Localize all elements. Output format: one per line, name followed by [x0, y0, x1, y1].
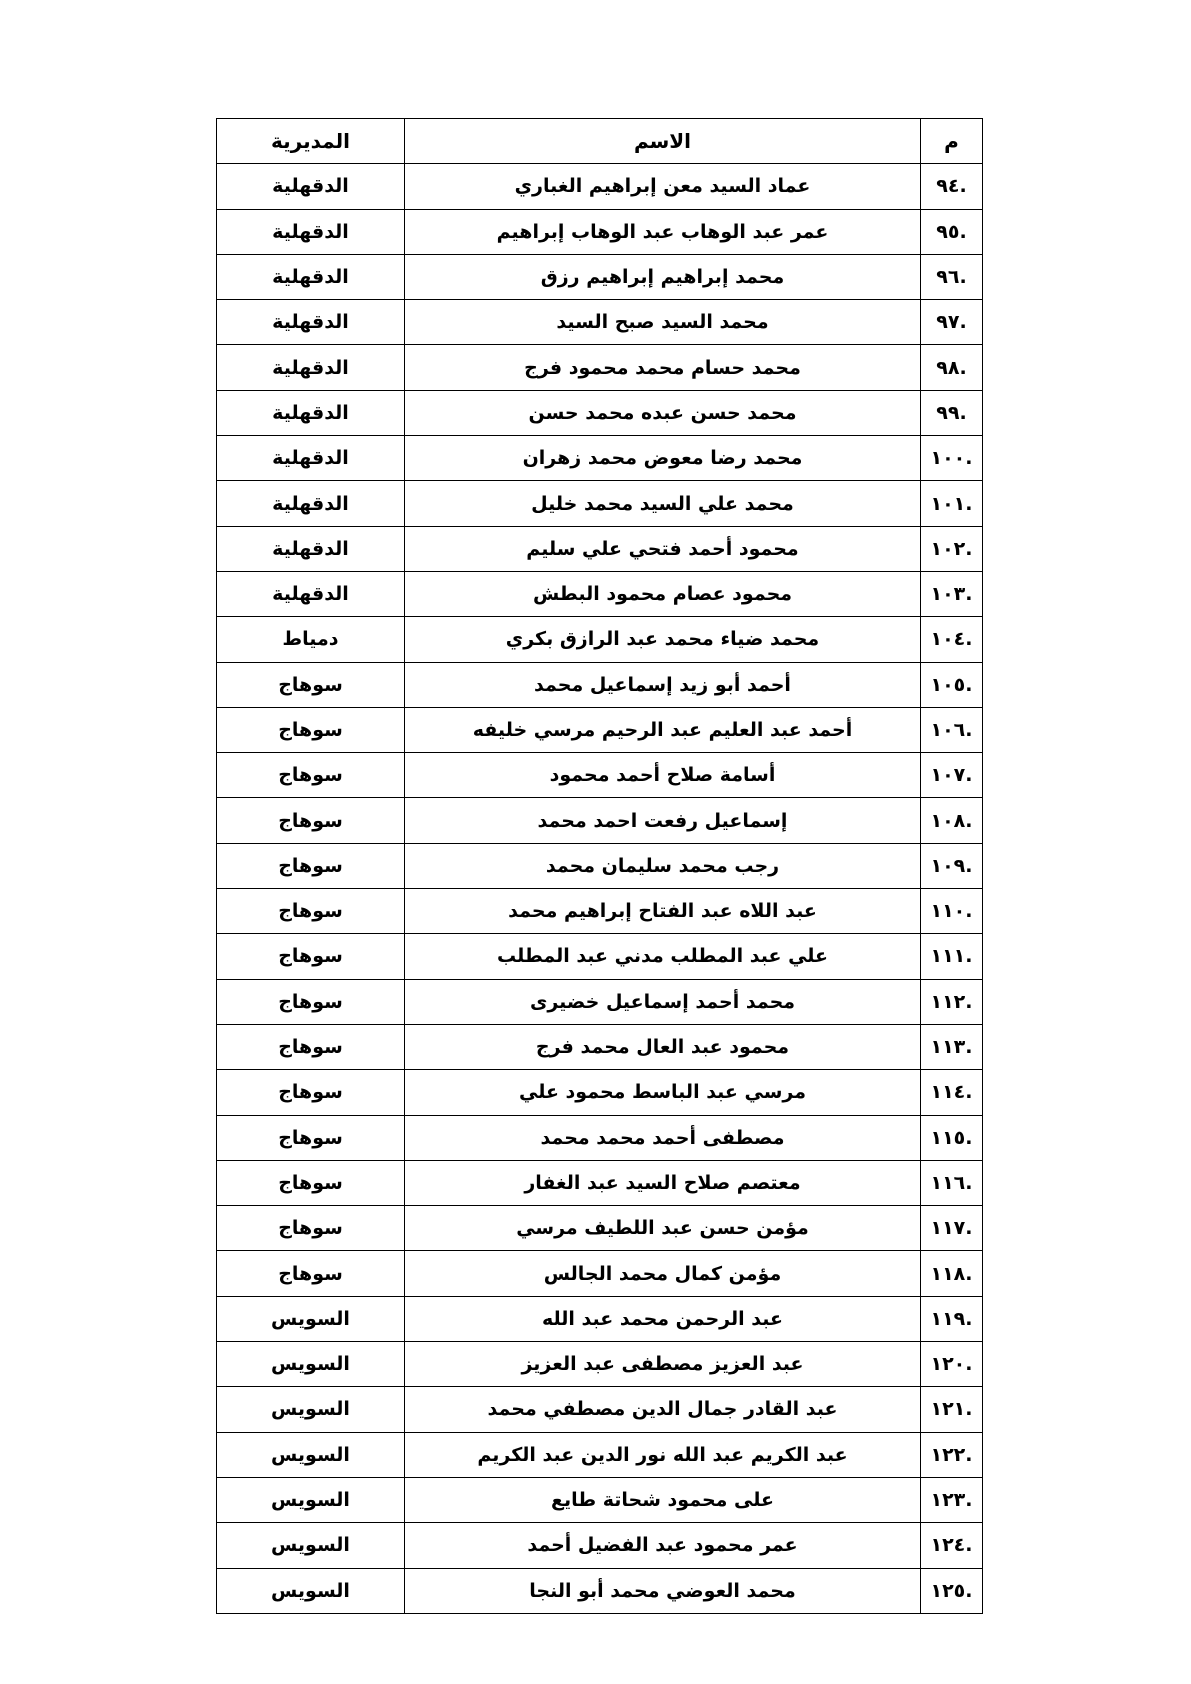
- cell-name: محمود عبد العال محمد فرج: [405, 1024, 921, 1069]
- cell-directorate: الدقهلية: [217, 345, 405, 390]
- cell-name: أسامة صلاح أحمد محمود: [405, 753, 921, 798]
- cell-number: .١١٢: [921, 979, 983, 1024]
- cell-name: محمد إبراهيم إبراهيم رزق: [405, 254, 921, 299]
- cell-number: .١٢٠: [921, 1342, 983, 1387]
- table-body: [217, 164, 983, 1614]
- cell-number: .٩٤: [921, 164, 983, 209]
- cell-directorate: السويس: [217, 1523, 405, 1568]
- cell-directorate: دمياط: [217, 617, 405, 662]
- cell-directorate: الدقهلية: [217, 481, 405, 526]
- cell-directorate: السويس: [217, 1477, 405, 1522]
- table-row: [217, 1024, 983, 1069]
- cell-directorate: سوهاج: [217, 1024, 405, 1069]
- table-row: [217, 1342, 983, 1387]
- cell-name: إسماعيل رفعت احمد محمد: [405, 798, 921, 843]
- cell-name: عبد القادر جمال الدين مصطفي محمد: [405, 1387, 921, 1432]
- cell-name: محمد السيد صبح السيد: [405, 300, 921, 345]
- cell-name: عمر محمود عبد الفضيل أحمد: [405, 1523, 921, 1568]
- cell-name: محمد رضا معوض محمد زهران: [405, 436, 921, 481]
- cell-directorate: سوهاج: [217, 1206, 405, 1251]
- cell-name: على محمود شحاتة طايع: [405, 1477, 921, 1522]
- cell-number: .١٠٠: [921, 436, 983, 481]
- cell-directorate: الدقهلية: [217, 390, 405, 435]
- cell-number: .١١٧: [921, 1206, 983, 1251]
- cell-directorate: سوهاج: [217, 934, 405, 979]
- cell-directorate: سوهاج: [217, 753, 405, 798]
- cell-name: عبد الرحمن محمد عبد الله: [405, 1296, 921, 1341]
- table-row: [217, 753, 983, 798]
- cell-directorate: السويس: [217, 1387, 405, 1432]
- cell-number: .١١١: [921, 934, 983, 979]
- cell-number: .١٢٢: [921, 1432, 983, 1477]
- cell-name: عمر عبد الوهاب عبد الوهاب إبراهيم: [405, 209, 921, 254]
- cell-name: علي عبد المطلب مدني عبد المطلب: [405, 934, 921, 979]
- cell-directorate: الدقهلية: [217, 209, 405, 254]
- cell-number: .١١٦: [921, 1160, 983, 1205]
- cell-directorate: الدقهلية: [217, 436, 405, 481]
- cell-number: .١٢٤: [921, 1523, 983, 1568]
- cell-directorate: سوهاج: [217, 843, 405, 888]
- cell-directorate: الدقهلية: [217, 254, 405, 299]
- table-row: [217, 1477, 983, 1522]
- table-row: [217, 390, 983, 435]
- cell-directorate: سوهاج: [217, 1251, 405, 1296]
- header-number: م: [921, 119, 983, 164]
- cell-name: محمود عصام محمود البطش: [405, 571, 921, 616]
- cell-name: مصطفى أحمد محمد محمد: [405, 1115, 921, 1160]
- cell-directorate: سوهاج: [217, 707, 405, 752]
- cell-directorate: الدقهلية: [217, 300, 405, 345]
- cell-number: .٩٥: [921, 209, 983, 254]
- cell-number: .١٠٩: [921, 843, 983, 888]
- table-row: [217, 254, 983, 299]
- cell-number: .١١٣: [921, 1024, 983, 1069]
- table-row: [217, 1387, 983, 1432]
- cell-directorate: سوهاج: [217, 662, 405, 707]
- table-row: [217, 300, 983, 345]
- cell-name: معتصم صلاح السيد عبد الغفار: [405, 1160, 921, 1205]
- header-name: الاسم: [405, 119, 921, 164]
- table-row: [217, 1160, 983, 1205]
- cell-number: .٩٨: [921, 345, 983, 390]
- cell-name: أحمد أبو زيد إسماعيل محمد: [405, 662, 921, 707]
- table-row: [217, 979, 983, 1024]
- cell-number: .١٢٥: [921, 1568, 983, 1613]
- table-row: [217, 617, 983, 662]
- table-row: [217, 1206, 983, 1251]
- cell-number: .٩٦: [921, 254, 983, 299]
- cell-number: .١١٩: [921, 1296, 983, 1341]
- header-directorate: المديرية: [217, 119, 405, 164]
- cell-name: محمد حسام محمد محمود فرج: [405, 345, 921, 390]
- roster-table: [216, 118, 983, 1614]
- table-row: [217, 526, 983, 571]
- cell-number: .١٠٨: [921, 798, 983, 843]
- table-row: [217, 436, 983, 481]
- cell-number: .١٠٤: [921, 617, 983, 662]
- cell-number: .٩٩: [921, 390, 983, 435]
- cell-name: أحمد عبد العليم عبد الرحيم مرسي خليفه: [405, 707, 921, 752]
- cell-number: .١٠٢: [921, 526, 983, 571]
- cell-name: محمد العوضي محمد أبو النجا: [405, 1568, 921, 1613]
- cell-number: .١٠٥: [921, 662, 983, 707]
- cell-number: .١١٤: [921, 1070, 983, 1115]
- cell-number: .١٢٣: [921, 1477, 983, 1522]
- cell-number: .١٠٣: [921, 571, 983, 616]
- cell-number: .١٠٦: [921, 707, 983, 752]
- table-row: [217, 481, 983, 526]
- cell-directorate: السويس: [217, 1432, 405, 1477]
- cell-directorate: الدقهلية: [217, 164, 405, 209]
- table-row: [217, 1432, 983, 1477]
- cell-directorate: سوهاج: [217, 889, 405, 934]
- table-row: [217, 843, 983, 888]
- table-row: [217, 662, 983, 707]
- table-row: [217, 571, 983, 616]
- cell-directorate: السويس: [217, 1342, 405, 1387]
- cell-number: .١١٥: [921, 1115, 983, 1160]
- table-row: [217, 934, 983, 979]
- table-row: [217, 1251, 983, 1296]
- table-row: [217, 1296, 983, 1341]
- cell-name: محمد حسن عبده محمد حسن: [405, 390, 921, 435]
- cell-directorate: الدقهلية: [217, 526, 405, 571]
- cell-directorate: السويس: [217, 1296, 405, 1341]
- cell-name: محمد ضياء محمد عبد الرازق بكري: [405, 617, 921, 662]
- cell-number: .١١٠: [921, 889, 983, 934]
- cell-name: عبد الكريم عبد الله نور الدين عبد الكريم: [405, 1432, 921, 1477]
- cell-name: مؤمن حسن عبد اللطيف مرسي: [405, 1206, 921, 1251]
- cell-name: مؤمن كمال محمد الجالس: [405, 1251, 921, 1296]
- table-row: [217, 707, 983, 752]
- cell-name: عبد العزيز مصطفى عبد العزيز: [405, 1342, 921, 1387]
- cell-directorate: الدقهلية: [217, 571, 405, 616]
- cell-directorate: السويس: [217, 1568, 405, 1613]
- cell-directorate: سوهاج: [217, 798, 405, 843]
- table-row: [217, 889, 983, 934]
- cell-name: محمود أحمد فتحي علي سليم: [405, 526, 921, 571]
- cell-number: .١١٨: [921, 1251, 983, 1296]
- table-row: [217, 1070, 983, 1115]
- cell-number: .١٠١: [921, 481, 983, 526]
- cell-name: رجب محمد سليمان محمد: [405, 843, 921, 888]
- table-row: [217, 798, 983, 843]
- cell-name: مرسي عبد الباسط محمود علي: [405, 1070, 921, 1115]
- cell-number: .٩٧: [921, 300, 983, 345]
- table-header-row: [217, 119, 983, 164]
- table-row: [217, 1568, 983, 1613]
- cell-directorate: سوهاج: [217, 1070, 405, 1115]
- cell-name: محمد علي السيد محمد خليل: [405, 481, 921, 526]
- cell-directorate: سوهاج: [217, 1115, 405, 1160]
- table-row: [217, 1523, 983, 1568]
- cell-name: عبد اللاه عبد الفتاح إبراهيم محمد: [405, 889, 921, 934]
- cell-name: عماد السيد معن إبراهيم الغباري: [405, 164, 921, 209]
- cell-number: .١٢١: [921, 1387, 983, 1432]
- table-row: [217, 345, 983, 390]
- cell-directorate: سوهاج: [217, 979, 405, 1024]
- cell-number: .١٠٧: [921, 753, 983, 798]
- table-row: [217, 1115, 983, 1160]
- table-row: [217, 164, 983, 209]
- table-row: [217, 209, 983, 254]
- cell-name: محمد أحمد إسماعيل خضيرى: [405, 979, 921, 1024]
- cell-directorate: سوهاج: [217, 1160, 405, 1205]
